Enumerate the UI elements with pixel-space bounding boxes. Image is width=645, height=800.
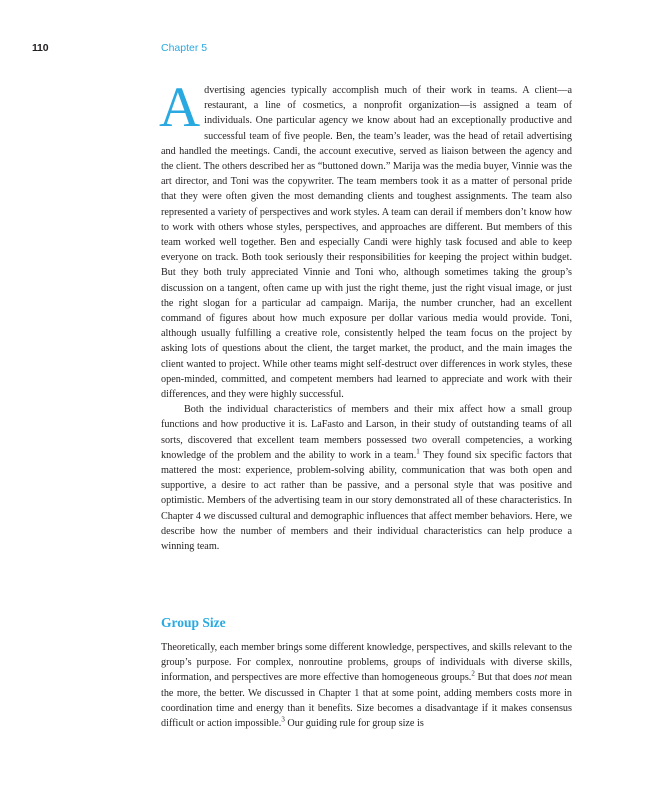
paragraph-opening-text: dvertising agencies typically accomplish much of their work in teams. A client—a restaurant, a line of cosmetics, a nonprofit organization—is assigned a team of individuals. One particular agency we know about had an exceptionally productive and successful team of five people. Ben, the team’s leader, was the head of retail advertising and handled the meetings. Candi, the account executive, served as liaison between the agency and the client. The others described her as “buttoned down.” Marija was the media buyer, Vinnie was the art director, and Toni was the copywriter. The team members took it as a matter of personal pride that they were often given the most demanding clients and toughest assignments. The team also represented a variety of perspectives and work styles. A team can derail if members don’t know how to work with others whose styles, perspectives, and approaches are different. But members of this team worked well together. Ben and especially Candi were highly task focused and able to keep everyone on track. Both took seriously their responsibilities for keeping the project within budget. But they both truly appreciated Vinnie and Toni who, although sometimes taking the group’s discussion on a tangent, often came up with just the right theme, just the right visual image, or just the right slogan for a particular ad campaign. Marija, the number cruncher, had an excellent command of figures about how much exposure per dollar various media would provide. Toni, although usually fulfilling a creative role, consistently helped the team focus on the project by asking lots of questions about the client, the target market, the product, and the main images the client wanted to project. While other teams might self-destruct over differences in work styles, these open-minded, committed, and competent members had learned to appreciate and work with their differences, and they were highly successful.	[161, 85, 572, 401]
group-size-text-c: mean the more, the better. We discussed in Chapter 1 that at some point, adding members costs more in coordination time and energy than it benefits. Size becomes a disadvantage if it makes consensus difficult or action impossible.	[161, 672, 573, 730]
body-text-top	[159, 76, 573, 554]
footnote-ref-1: 1	[416, 447, 420, 456]
page-number: 110	[32, 42, 49, 54]
emphasis-not: not	[534, 672, 548, 684]
drop-cap-letter: A	[159, 76, 201, 139]
footnote-ref-3: 3	[281, 715, 285, 724]
paragraph-second	[161, 402, 572, 554]
paragraph-second-text-b: They found six specific factors that mattered the most: experience, problem-solving ability, communication that was both open and supportive, a desire to act rather than be passive, and a personal style that was positive and optimistic. Members of the advertising team in our story demonstrated all of these characteristics. In Chapter 4 we discussed cultural and demographic influences that affect member behaviors. Here, we describe how the number of members and their individual characteristics can help produce a winning team.	[161, 449, 573, 553]
chapter-running-head: Chapter 5	[161, 42, 208, 54]
paragraph-opening	[159, 76, 572, 402]
group-size-text-a: Theoretically, each member brings some different knowledge, perspectives, and skills relevant to the group’s purpose. For complex, nonroutine problems, groups of individuals with diverse skills, information, and perspectives are more effective than homogeneous groups.	[161, 642, 572, 684]
body-text-section	[161, 640, 572, 731]
group-size-text-d: Our guiding rule for group size is	[284, 718, 424, 730]
group-size-text-b: But that does	[474, 672, 535, 684]
paragraph-group-size	[161, 640, 572, 731]
paragraph-second-text-a: Both the individual characteristics of members and their mix affect how a small group functions and how productive it is. LaFasto and Larson, in their study of outstanding teams of all sorts, discovered that excellent team members possessed two overall competencies, a working knowledge of the problem and the ability to work in a team.	[161, 404, 572, 461]
footnote-ref-2: 2	[471, 670, 475, 679]
section-heading-group-size: Group Size	[161, 615, 226, 630]
